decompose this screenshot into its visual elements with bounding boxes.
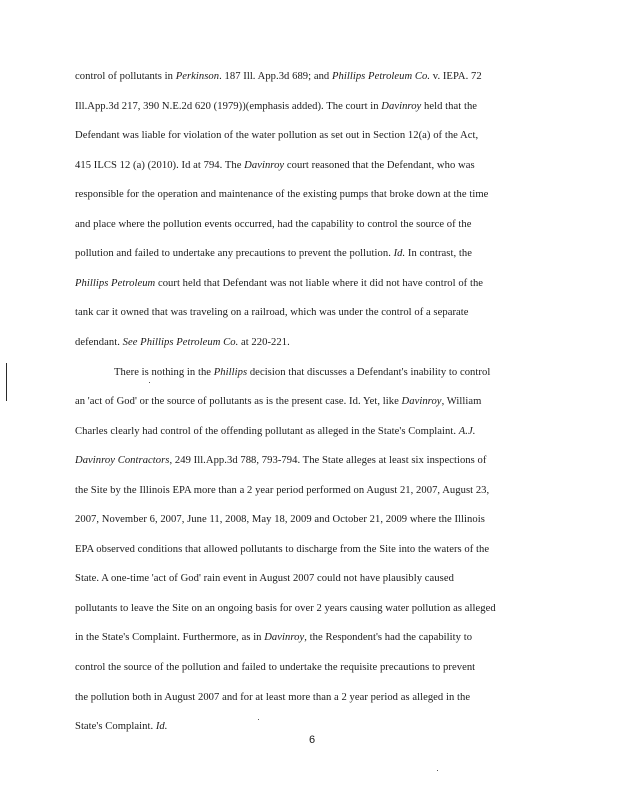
- text-line: pollution and failed to undertake any precautions to prevent the pollution. Id. In contrast, the: [75, 248, 472, 260]
- text-line: State. A one-time 'act of God' rain event in August 2007 could not have plausibly caused: [75, 573, 454, 585]
- text-line: and place where the pollution events occurred, had the capability to control the source of the: [75, 218, 472, 230]
- scan-speck: [149, 382, 150, 383]
- text-line: 415 ILCS 12 (a) (2010). Id at 794. The Davinroy court reasoned that the Defendant, who was: [75, 159, 475, 171]
- text-line: Defendant was liable for violation of the water pollution as set out in Section 12(a) of the Act,: [75, 130, 479, 142]
- scan-speck: [437, 770, 438, 771]
- text-line: State's Complaint. Id.: [75, 721, 168, 733]
- italic-citation: Phillips: [213, 366, 248, 378]
- italic-citation: Perkinson: [175, 71, 220, 82]
- italic-citation: Davinroy Contractors: [75, 455, 170, 467]
- page-number: 6: [308, 734, 316, 746]
- text-line: Phillips Petroleum court held that Defendant was not liable where it did not have control of the: [75, 277, 484, 289]
- italic-citation: A.J.: [458, 425, 476, 437]
- text-line: the Site by the Illinois EPA more than a 2 year period performed on August 21, 2007, August 23,: [75, 484, 490, 496]
- text-line: EPA observed conditions that allowed pollutants to discharge from the Site into the waters of the: [75, 543, 490, 555]
- text-line: tank car it owned that was traveling on a railroad, which was under the control of a separate: [75, 307, 469, 319]
- text-line: There is nothing in the Phillips decision that discusses a Defendant's inability to control: [114, 366, 491, 378]
- text-line: control of pollutants in Perkinson. 187 Ill. App.3d 689; and Phillips Petroleum Co. v. IEPA. 72: [75, 71, 482, 82]
- text-line: responsible for the operation and maintenance of the existing pumps that broke down at the time: [75, 189, 489, 201]
- text-line: defendant. See Phillips Petroleum Co. at 220-221.: [75, 336, 290, 348]
- italic-citation: Id.: [155, 721, 168, 733]
- text-line: the pollution both in August 2007 and for at least more than a 2 year period as alleged in the: [75, 691, 471, 703]
- text-line: 2007, November 6, 2007, June 11, 2008, May 18, 2009 and October 21, 2009 where the Illinois: [75, 514, 485, 526]
- italic-citation: Id.: [393, 248, 406, 260]
- text-line: in the State's Complaint. Furthermore, as in Davinroy, the Respondent's had the capability to: [75, 632, 473, 644]
- italic-citation: Davinroy: [264, 632, 305, 644]
- scan-speck: [258, 719, 259, 720]
- margin-mark: [6, 363, 7, 401]
- text-line: Davinroy Contractors, 249 Ill.App.3d 788, 793-794. The State alleges at least six inspections of: [75, 455, 487, 467]
- text-line: Charles clearly had control of the offending pollutant as alleged in the State's Complaint. A.J.: [75, 425, 476, 437]
- italic-citation: Phillips Petroleum Co.: [331, 71, 431, 82]
- italic-citation: See Phillips Petroleum Co.: [122, 336, 239, 348]
- italic-citation: Davinroy: [244, 159, 285, 171]
- italic-citation: Phillips Petroleum: [75, 277, 156, 289]
- italic-citation: Davinroy: [401, 396, 442, 408]
- text-line: an 'act of God' or the source of pollutants as is the present case. Id. Yet, like Davinroy, William: [75, 396, 482, 408]
- text-line: pollutants to leave the Site on an ongoing basis for over 2 years causing water pollution as alleged: [75, 602, 496, 614]
- text-line: Ill.App.3d 217, 390 N.E.2d 620 (1979))(emphasis added). The court in Davinroy held that the: [75, 100, 478, 112]
- italic-citation: Davinroy: [381, 100, 422, 112]
- text-line: control the source of the pollution and failed to undertake the requisite precautions to prevent: [75, 662, 476, 673]
